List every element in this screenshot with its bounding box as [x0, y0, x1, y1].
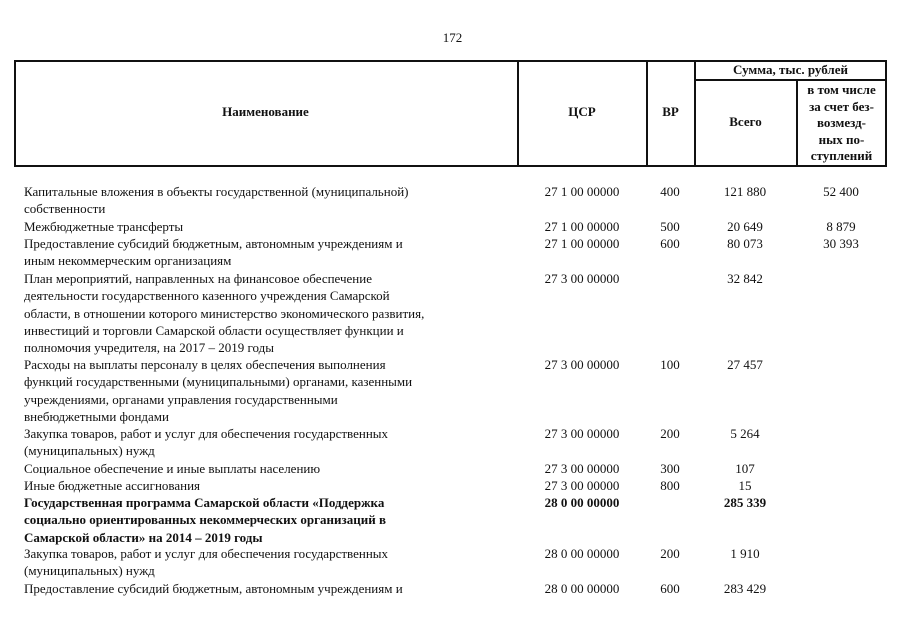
row-name-line: Самарской области» на 2014 – 2019 годы	[24, 529, 263, 545]
row-csr: 28 0 00 00000	[544, 546, 620, 561]
header-bottom-border	[14, 165, 887, 167]
header-grant-line: в том числе	[807, 82, 876, 97]
row-csr: 27 1 00 00000	[544, 219, 620, 234]
header-total: Всего	[729, 114, 762, 129]
row-csr: 28 0 00 00000	[544, 581, 620, 596]
row-name-line: Предоставление субсидий бюджетным, автономным учреждениям и	[24, 581, 403, 596]
header-sum: Сумма, тыс. рублей	[733, 62, 848, 77]
row-name-line: Предоставление субсидий бюджетным, автономным учреждениям и	[24, 236, 403, 251]
row-name-line: иным некоммерческим организациям	[24, 253, 232, 269]
row-total: 285 339	[723, 495, 767, 510]
row-name-line: Расходы на выплаты персоналу в целях обеспечения выполнения	[24, 357, 386, 372]
row-name	[24, 425, 494, 460]
row-name-line: социально ориентированных некоммерческих организаций в	[24, 512, 386, 528]
row-name-line: собственности	[24, 201, 106, 217]
row-csr: 27 1 00 00000	[544, 236, 620, 251]
row-total: 15	[738, 478, 752, 493]
row-total: 80 073	[727, 236, 763, 251]
row-vr: 500	[660, 219, 680, 234]
header-name: Наименование	[222, 104, 309, 119]
row-total: 121 880	[723, 184, 767, 199]
row-name-line: (муниципальных) нужд	[24, 563, 155, 579]
row-total: 107	[735, 461, 755, 476]
header-grant-line: за счет без-	[809, 98, 874, 114]
row-name	[24, 580, 494, 597]
row-total: 283 429	[723, 581, 767, 596]
header-vr: ВР	[662, 104, 679, 119]
row-total: 27 457	[727, 357, 763, 372]
row-name-line: Капитальные вложения в объекты государственной (муниципальной)	[24, 184, 409, 199]
row-name-line: функций государственными (муниципальными) органами, казенными	[24, 374, 413, 390]
row-name	[24, 218, 494, 235]
row-name	[24, 494, 494, 546]
row-vr: 200	[660, 426, 680, 441]
header-sum-underline	[694, 79, 886, 81]
row-total: 5 264	[730, 426, 760, 441]
row-total: 32 842	[727, 271, 763, 286]
row-name-line: Межбюджетные трансферты	[24, 219, 184, 234]
row-name	[24, 460, 494, 477]
header-csr: ЦСР	[568, 104, 596, 119]
row-vr: 300	[660, 461, 680, 476]
row-name-line: деятельности государственного казенного учреждения Самарской	[24, 288, 390, 304]
row-name-line: учреждениями, органами управления государственными	[24, 391, 338, 407]
row-name	[24, 270, 494, 356]
header-grant	[797, 82, 886, 165]
row-name-line: Социальное обеспечение и иные выплаты населению	[24, 461, 321, 476]
row-vr: 800	[660, 478, 680, 493]
row-name	[24, 235, 494, 270]
row-csr: 28 0 00 00000	[544, 495, 620, 510]
row-name-line: Закупка товаров, работ и услуг для обеспечения государственных	[24, 426, 389, 441]
row-name-line: полномочия учредителя, на 2017 – 2019 годы	[24, 340, 274, 356]
header-grant-line: ных по-	[818, 131, 865, 147]
row-grant: 8 879	[826, 219, 856, 234]
row-total: 1 910	[730, 546, 760, 561]
row-name-line: Закупка товаров, работ и услуг для обеспечения государственных	[24, 546, 389, 561]
row-name	[24, 356, 494, 425]
row-csr: 27 3 00 00000	[544, 357, 620, 372]
row-name-line: инвестиций и торговли Самарской области осуществляет функции и	[24, 322, 404, 338]
row-name-line: Иные бюджетные ассигнования	[24, 478, 201, 493]
row-name-line: (муниципальных) нужд	[24, 443, 155, 459]
row-vr: 600	[660, 581, 680, 596]
row-vr: 100	[660, 357, 680, 372]
header-grant-line: ступлений	[810, 148, 873, 163]
row-total: 20 649	[727, 219, 763, 234]
row-csr: 27 3 00 00000	[544, 426, 620, 441]
row-name-line: План мероприятий, направленных на финансовое обеспечение	[24, 271, 372, 286]
row-vr: 400	[660, 184, 680, 199]
table-header	[14, 60, 887, 166]
row-name-line: области, в отношении которого министерство экономического развития,	[24, 305, 425, 321]
row-vr: 200	[660, 546, 680, 561]
row-grant: 52 400	[823, 184, 859, 199]
row-name-line: Государственная программа Самарской области «Поддержка	[24, 495, 385, 510]
row-name	[24, 545, 494, 580]
row-name	[24, 183, 494, 218]
row-name	[24, 477, 494, 494]
row-name-line: внебюджетными фондами	[24, 408, 169, 424]
row-csr: 27 1 00 00000	[544, 184, 620, 199]
header-grant-line: возмезд-	[817, 115, 866, 130]
row-csr: 27 3 00 00000	[544, 461, 620, 476]
row-vr: 600	[660, 236, 680, 251]
row-csr: 27 3 00 00000	[544, 271, 620, 286]
row-grant: 30 393	[823, 236, 859, 251]
page-number: 172	[442, 30, 463, 45]
row-csr: 27 3 00 00000	[544, 478, 620, 493]
